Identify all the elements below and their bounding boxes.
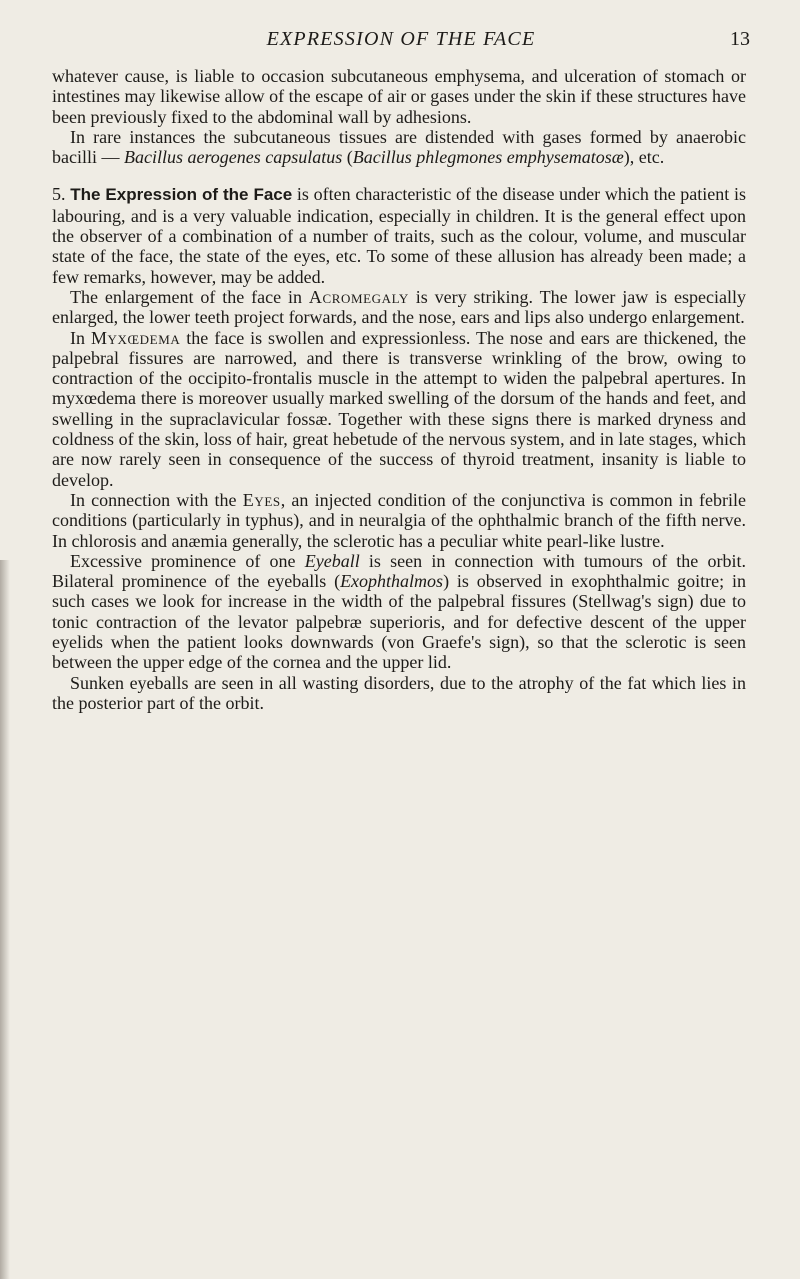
paragraph-text: is very striking. The lower jaw is especially enlarged, the lower teeth project forwards, and the nose, ears and lips also undergo enlargement. — [52, 286, 747, 328]
paragraph-text: In — [70, 327, 91, 348]
paragraph-eyes — [52, 490, 746, 551]
page-edge-shadow — [0, 560, 10, 1279]
running-head: EXPRESSION OF THE FACE — [266, 28, 536, 50]
paragraph-text: whatever cause, is liable to occasion subcutaneous emphysema, and ulceration of stomach or intestines may likewise allow of the escape of air or gases under the skin if these structures have been previously fixed to the abdominal wall by adhesions. — [52, 66, 746, 127]
page-number: 13 — [730, 28, 750, 50]
body-text — [52, 66, 746, 713]
paragraph-emphysema-causes — [52, 66, 746, 127]
paragraph-text: The enlargement of the face in — [70, 286, 309, 307]
paragraph-anaerobic-bacilli — [52, 127, 746, 168]
paragraph-text: ) is observed in exophthalmic goitre; in such cases we look for increase in the width of the palpebral fissures (Stellwag's sign) due to tonic contraction of the levator palpebræ superioris, and for defective descent of the upper eyelids when the patient looks downwards (von Graefe's sign), so that the sclerotic is seen between the upper edge of the cornea and the upper lid. — [52, 571, 747, 673]
paragraph-sunken-eyeballs — [52, 673, 746, 714]
paragraph-text: In connection with the — [70, 489, 243, 510]
page-header — [52, 28, 750, 58]
term-myxoedema: Myxœdema — [90, 327, 181, 348]
paragraph-text: is seen in connection with tumours of the orbit. Bilateral prominence of the eyeballs ( — [52, 550, 746, 592]
species-name: Bacillus aerogenes capsulatus — [123, 147, 343, 168]
paragraph-text: the face is swollen and expressionless. The nose and ears are thickened, the palpebral fissures are narrowed, and there is transverse wrinkling of the brow, owing to contraction of the occipito-frontalis muscle in the attempt to widen the palpebral apertures. In myxœdema there is moreover usually marked swelling of the dorsum of the hands and feet, and swelling in the supraclavicular fossæ. Together with these signs there is marked dryness and coldness of the skin, loss of hair, great hebetude of the nervous system, and in late stages, which are now rarely seen in consequence of the success of thyroid treatment, insanity is liable to develop. — [52, 327, 746, 490]
paragraph-text: ( — [342, 147, 353, 168]
term-eyeball: Eyeball — [304, 550, 360, 571]
term-acromegaly: Acromegaly — [308, 286, 409, 307]
paragraph-text: Sunken eyeballs are seen in all wasting disorders, due to the atrophy of the fat which lies in the posterior part of the orbit. — [52, 672, 746, 713]
section-expression-of-face — [52, 184, 746, 286]
paragraph-text: ), etc. — [623, 147, 665, 168]
species-name: Bacillus phlegmones emphysematosæ — [352, 147, 624, 168]
paragraph-text: , an injected condition of the conjunctiva is common in febrile conditions (particularly in typhus), and in neuralgia of the ophthalmic branch of the fifth nerve. In chlorosis and anæmia generally, the sclerotic has a peculiar white pearl-like lustre. — [52, 489, 746, 551]
section-heading: The Expression of the Face — [70, 185, 293, 205]
term-eyes: Eyes — [242, 489, 281, 510]
paragraph-acromegaly — [52, 287, 746, 328]
term-exophthalmos: Exophthalmos — [340, 571, 444, 592]
paragraph-text: Excessive prominence of one — [70, 550, 305, 571]
section-number: 5. — [52, 184, 66, 205]
paragraph-eyeball-prominence — [52, 551, 746, 673]
paragraph-text: In rare instances the subcutaneous tissues are distended with gases formed by anaerobic bacilli — — [52, 126, 746, 168]
paragraph-myxoedema — [52, 328, 746, 490]
paragraph-text: is often characteristic of the disease under which the patient is labouring, and is a very valuable indication, especially in children. It is the general effect upon the observer of a combination of a number of traits, such as the colour, volume, and muscular state of the face, the state of the eyes, etc. To some of these allusion has already been made; a few remarks, however, may be added. — [52, 184, 747, 287]
